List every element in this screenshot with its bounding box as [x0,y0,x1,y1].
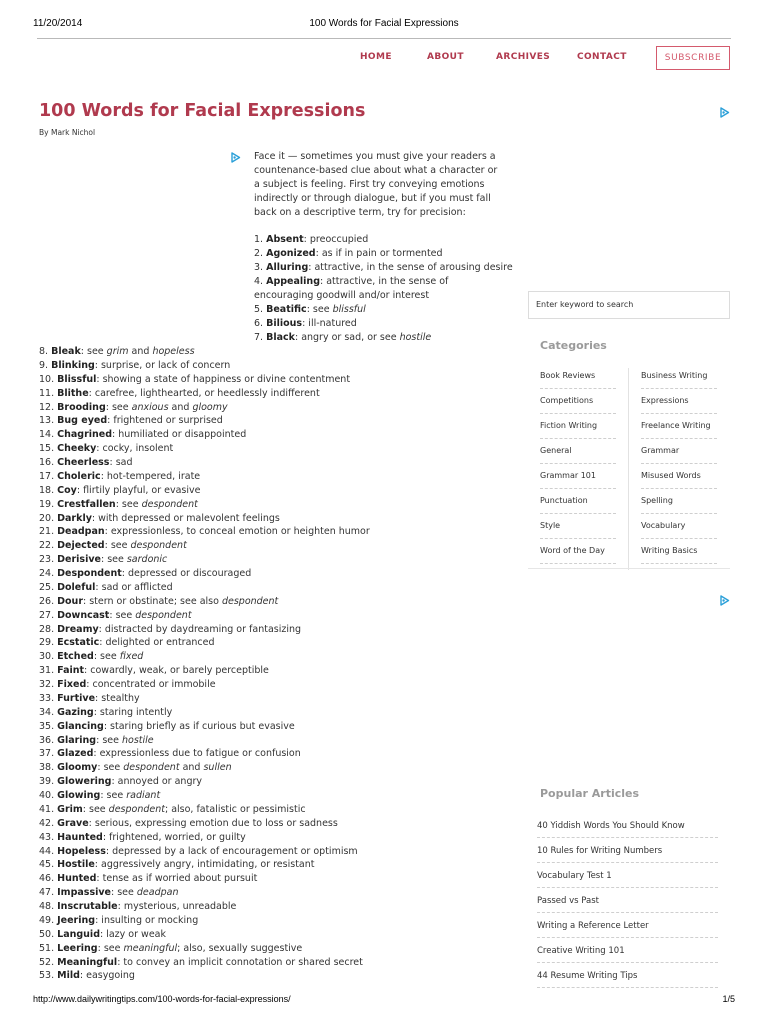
entry-definition: : annoyed or angry [111,776,203,788]
word-entry [39,623,509,637]
word-entry [39,845,509,859]
popular-article-link[interactable]: Creative Writing 101 [537,938,718,963]
word-entry [39,650,509,664]
word-entry [39,525,509,539]
entry-term: Gazing [57,706,94,718]
word-entry [254,331,506,345]
entry-term: Faint [57,665,85,677]
entry-definition: and [168,401,193,413]
word-entry [39,636,509,650]
word-entry [39,678,509,692]
entry-term: Impassive [57,887,111,899]
entry-term: Downcast [57,609,110,621]
entry-definition: : mysterious, unreadable [117,901,237,912]
word-entry [39,359,509,373]
entry-number: 50. [39,928,55,940]
entry-term: Black [266,332,295,343]
print-page-title: 100 Words for Facial Expressions [309,18,459,29]
entry-definition: : see [105,401,132,413]
entry-number: 33. [39,692,55,704]
word-entry [39,539,509,553]
nav-about[interactable]: ABOUT [427,52,464,62]
entry-term: Dreamy [57,623,99,635]
print-date: 11/20/2014 [33,18,83,29]
entry-term: Beatific [266,304,307,315]
byline: By Mark Nichol [39,128,96,137]
entry-definition: ; also, sexually suggestive [177,942,303,954]
entry-crossref: blissful [332,304,366,315]
entry-definition: : aggressively angry, intimidating, or resistant [94,859,315,871]
adchoices-icon[interactable] [719,595,730,606]
entry-term: Etched [57,651,94,663]
entry-number: 48. [39,901,55,912]
entry-number: 51. [39,942,55,954]
entry-number: 30. [39,651,55,663]
category-link[interactable]: General [540,439,616,464]
entry-crossref: sardonic [126,554,168,566]
word-entry [39,942,509,956]
entry-number: 26. [39,595,55,607]
entry-term: Glowing [57,790,101,801]
category-link[interactable]: Word of the Day [540,539,616,564]
entry-definition: : distracted by daydreaming or fantasizing [98,623,302,635]
adchoices-icon[interactable] [719,107,730,118]
entry-number: 16. [39,457,55,468]
entry-number: 20. [39,512,55,524]
entry-definition: : staring intently [93,706,173,718]
entry-number: 53. [39,970,55,982]
print-url: http://www.dailywritingtips.com/100-words-for-facial-expressions/ [33,994,291,1004]
entry-term: Cheeky [57,443,97,455]
category-link[interactable]: Writing Basics [641,539,717,564]
entry-term: Blithe [57,387,89,399]
entry-number: 4. [254,276,264,287]
categories-right-column [641,364,717,564]
word-entry [39,956,509,970]
entry-crossref: anxious [131,401,169,413]
entry-definition: : see [93,651,120,663]
entry-crossref: despondent [123,762,180,774]
entry-definition: and [179,762,204,774]
entry-definition: : depressed or discouraged [121,568,252,579]
entry-term: Furtive [57,692,96,704]
entry-number: 43. [39,831,55,843]
entry-term: Grave [57,817,89,829]
entry-term: Fixed [57,679,87,690]
entry-term: Absent [266,234,304,245]
word-entry [39,803,509,817]
entry-number: 8. [39,346,49,357]
entry-crossref: hostile [399,332,432,343]
entry-definition: : ill-natured [302,318,357,329]
entry-definition: : carefree, lighthearted, or heedlessly indifferent [88,387,320,399]
category-link[interactable]: Punctuation [540,489,616,514]
entry-definition: : with depressed or malevolent feelings [91,512,280,524]
entry-number: 37. [39,748,55,760]
entry-definition: : to convey an implicit connotation or shared secret [117,956,363,968]
entry-number: 6. [254,318,264,329]
entry-definition: ; also, fatalistic or pessimistic [164,803,306,815]
word-entry [254,261,513,275]
word-entry [39,914,509,928]
entry-number: 45. [39,859,55,871]
word-entry [39,761,509,775]
entry-definition: : concentrated or immobile [86,679,216,690]
word-entry [39,567,509,581]
entry-definition: : tense as if worried about pursuit [96,873,258,885]
word-entry [39,609,509,623]
word-entry [39,789,509,803]
entry-term: Coy [57,484,77,496]
category-link[interactable]: Expressions [641,389,717,414]
entry-definition: : see [111,887,137,899]
popular-article-link[interactable]: 40 Yiddish Words You Should Know [537,813,718,838]
entry-number: 35. [39,720,55,732]
entry-term: Haunted [57,831,103,843]
entry-number: 36. [39,734,55,746]
entry-definition: : see [100,554,127,566]
entry-number: 29. [39,637,55,649]
entry-term: Blissful [57,373,97,385]
category-link[interactable]: Grammar [641,439,717,464]
entry-number: 12. [39,401,55,413]
category-link[interactable]: Spelling [641,489,717,514]
word-entry [39,595,509,609]
entry-number: 31. [39,665,55,677]
entry-number: 7. [254,332,264,343]
entry-definition: : see [100,790,127,801]
entry-number: 1. [254,234,264,245]
entry-term: Doleful [57,581,96,593]
word-entry [39,442,509,456]
entry-number: 39. [39,776,55,788]
entry-definition: : delighted or entranced [99,637,215,649]
entry-definition: : showing a state of happiness or divine contentment [96,373,351,385]
word-entry [39,428,509,442]
word-entry [39,886,509,900]
entry-definition: : cowardly, weak, or barely perceptible [84,665,269,677]
word-entry [39,456,509,470]
entry-number: 21. [39,526,55,538]
entry-term: Jeering [57,914,96,926]
word-entry [39,831,509,845]
entry-term: Bleak [51,346,81,357]
categories-left-column [540,364,616,564]
word-entry [39,817,509,831]
word-entry [39,734,509,748]
entry-crossref: meaningful [123,942,178,954]
entry-crossref: deadpan [136,887,179,899]
entry-number: 42. [39,817,55,829]
popular-article-link[interactable]: 44 Resume Writing Tips [537,963,718,988]
word-list-top [254,233,513,345]
entry-term: Grim [57,803,83,815]
entry-number: 15. [39,443,55,455]
entry-number: 49. [39,914,55,926]
entry-definition: and [128,346,153,357]
entry-definition: : angry or sad, or see [294,332,400,343]
entry-definition: : frightened, worried, or guilty [102,831,246,843]
popular-article-link[interactable]: Vocabulary Test 1 [537,863,718,888]
entry-number: 44. [39,845,55,857]
entry-crossref: gloomy [192,401,228,413]
word-entry [39,858,509,872]
entry-term: Bilious [266,318,303,329]
word-entry [254,317,506,331]
entry-definition: : flirtily playful, or evasive [76,484,201,496]
entry-number: 3. [254,262,264,273]
word-entry [39,484,509,498]
category-link[interactable]: Fiction Writing [540,414,616,439]
entry-term: Leering [57,942,98,954]
entry-term: Hunted [57,873,97,885]
entry-term: Glowering [57,776,112,788]
entry-crossref: hostile [122,734,154,746]
entry-crossref: despondent [141,498,198,510]
entry-term: Glancing [57,720,104,732]
entry-definition: : stern or obstinate; see also [83,595,222,607]
word-entry [39,512,509,526]
entry-definition: : see [115,498,142,510]
word-entry [39,747,509,761]
category-link[interactable]: Style [540,514,616,539]
entry-number: 11. [39,387,55,399]
subscribe-button[interactable]: SUBSCRIBE [656,46,730,70]
nav-archives[interactable]: ARCHIVES [496,52,551,62]
entry-definition: : preoccupied [303,234,369,245]
category-link[interactable]: Freelance Writing [641,414,717,439]
popular-article-link[interactable]: Writing a Reference Letter [537,913,718,938]
word-entry [39,775,509,789]
word-entry [254,233,506,247]
categories-bottom-border [528,568,730,569]
word-entry [39,664,509,678]
entry-number: 9. [39,359,49,371]
word-entry [39,345,509,359]
word-entry [254,303,506,317]
entry-term: Meaningful [57,956,118,968]
entry-number: 19. [39,498,55,510]
entry-term: Alluring [266,262,309,273]
entry-number: 34. [39,706,55,718]
entry-definition: : sad [109,457,133,468]
entry-definition: : frightened or surprised [107,415,223,427]
print-page-number: 1/5 [722,994,735,1004]
entry-definition: : humiliated or disappointed [112,429,247,441]
entry-crossref: hopeless [152,346,195,357]
entry-number: 10. [39,373,55,385]
word-entry [39,720,509,734]
word-entry [39,373,509,387]
entry-number: 2. [254,248,264,259]
entry-number: 47. [39,887,55,899]
entry-term: Appealing [266,276,320,287]
entry-definition: : surprise, or lack of concern [94,359,231,371]
word-entry [39,414,509,428]
entry-number: 18. [39,484,55,496]
word-entry [254,247,506,261]
entry-term: Choleric [57,470,101,482]
entry-term: Darkly [57,512,92,524]
entry-term: Dejected [57,540,105,552]
entry-term: Dour [57,595,84,607]
entry-number: 14. [39,429,55,441]
entry-number: 24. [39,568,55,579]
entry-term: Bug eyed [57,415,108,427]
entry-number: 22. [39,540,55,552]
entry-crossref: despondent [130,540,187,552]
entry-definition: : insulting or mocking [95,914,199,926]
entry-definition: : see [104,540,131,552]
entry-number: 38. [39,762,55,774]
word-entry [254,275,506,303]
entry-crossref: radiant [126,790,161,801]
entry-definition: : attractive, in the sense of arousing desire [308,262,513,273]
entry-definition: : staring briefly as if curious but evasive [103,720,295,732]
category-link[interactable]: Competitions [540,389,616,414]
entry-definition: : see [96,734,123,746]
word-entry [39,928,509,942]
entry-crossref: sullen [203,762,232,774]
entry-term: Crestfallen [57,498,116,510]
entry-definition: : see [97,762,124,774]
category-link[interactable]: Business Writing [641,364,717,389]
category-link[interactable]: Book Reviews [540,364,616,389]
entry-crossref: fixed [119,651,144,663]
entry-definition: : as if in pain or tormented [315,248,443,259]
entry-crossref: despondent [108,803,165,815]
entry-definition: : see [80,346,107,357]
categories-divider [628,368,629,570]
nav-home[interactable]: HOME [360,52,392,62]
word-entry [39,900,509,914]
entry-number: 28. [39,623,55,635]
entry-definition: : sad or afflicted [95,581,173,593]
entry-definition: : see [82,803,109,815]
entry-term: Ecstatic [57,637,100,649]
entry-number: 27. [39,609,55,621]
popular-articles-heading: Popular Articles [540,787,640,800]
entry-definition: : serious, expressing emotion due to loss or sadness [88,817,338,829]
entry-definition: : lazy or weak [100,928,166,940]
entry-term: Languid [57,928,100,940]
entry-definition: : hot-tempered, irate [100,470,201,482]
entry-number: 32. [39,679,55,690]
entry-definition: : see [306,304,333,315]
entry-definition: : see [97,942,124,954]
word-entry [39,498,509,512]
entry-term: Despondent [57,568,122,579]
entry-term: Gloomy [57,762,98,774]
entry-number: 17. [39,470,55,482]
popular-articles-list [537,813,718,988]
entry-term: Glaring [57,734,97,746]
entry-term: Hostile [57,859,95,871]
entry-number: 25. [39,581,55,593]
category-link[interactable]: Misused Words [641,464,717,489]
word-entry [39,969,509,983]
entry-number: 41. [39,803,55,815]
entry-term: Deadpan [57,526,105,538]
entry-term: Cheerless [57,457,110,468]
entry-term: Mild [57,970,80,982]
entry-definition: : stealthy [95,692,140,704]
entry-number: 52. [39,956,55,968]
word-entry [39,553,509,567]
nav-contact[interactable]: CONTACT [577,52,627,62]
entry-crossref: despondent [221,595,279,607]
entry-term: Blinking [51,359,95,371]
entry-number: 46. [39,873,55,885]
word-entry [39,470,509,484]
entry-definition: : expressionless due to fatigue or confusion [93,748,301,760]
entry-term: Derisive [57,554,101,566]
entry-term: Brooding [57,401,106,413]
word-list-main [39,345,509,983]
article-intro: Face it — sometimes you must give your readers a countenance-based clue about what a character or a subject is feeling. First try conveying emotions indirectly or through dialogue, but if you must fall back on a descriptive term, try for precision: [254,151,498,218]
entry-definition: : cocky, insolent [96,443,174,455]
category-link[interactable]: Vocabulary [641,514,717,539]
word-entry [39,581,509,595]
popular-article-link[interactable]: Passed vs Past [537,888,718,913]
entry-number: 13. [39,415,55,427]
entry-definition: : easygoing [79,970,135,982]
entry-term: Inscrutable [57,901,118,912]
popular-article-link[interactable]: 10 Rules for Writing Numbers [537,838,718,863]
entry-crossref: despondent [135,609,192,621]
entry-definition: : attractive, in the sense of encouraging goodwill and/or interest [254,276,449,301]
entry-term: Hopeless [57,845,106,857]
entry-number: 5. [254,304,264,315]
category-link[interactable]: Grammar 101 [540,464,616,489]
search-input[interactable]: Enter keyword to search [528,291,730,319]
word-entry [39,401,509,415]
word-entry [39,692,509,706]
word-entry [39,706,509,720]
entry-number: 23. [39,554,55,566]
entry-term: Glazed [57,748,94,760]
entry-number: 40. [39,790,55,801]
word-entry [39,872,509,886]
word-entry [39,387,509,401]
article-title: 100 Words for Facial Expressions [39,101,366,121]
entry-definition: : see [109,609,136,621]
entry-definition: : expressionless, to conceal emotion or heighten humor [104,526,370,538]
entry-term: Agonized [266,248,316,259]
header-divider [37,38,731,39]
entry-definition: : depressed by a lack of encouragement or optimism [105,845,358,857]
categories-heading: Categories [540,339,607,352]
entry-crossref: grim [106,346,129,357]
entry-term: Chagrined [57,429,113,441]
adchoices-icon[interactable] [230,152,241,163]
